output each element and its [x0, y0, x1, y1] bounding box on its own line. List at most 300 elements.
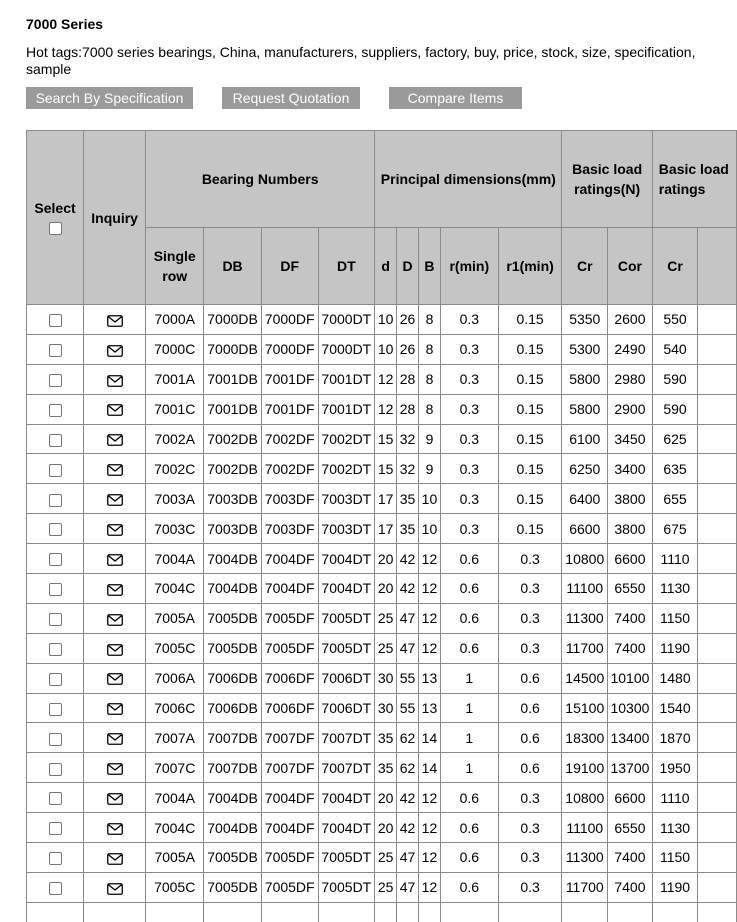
cr2-cell: 1150 [652, 843, 698, 873]
cor-cell: 6600 [608, 783, 653, 813]
cor-cell: 13700 [608, 753, 653, 783]
D-cell: 62 [397, 753, 419, 783]
D-cell: 26 [397, 305, 419, 335]
inquiry-cell [84, 603, 146, 633]
dt-cell: 7006DT [318, 663, 375, 693]
table-row [27, 872, 737, 902]
select-cell [27, 723, 84, 753]
select-cell [27, 364, 84, 394]
cr-cell: 5800 [562, 364, 608, 394]
rmin-cell: 0.3 [440, 305, 498, 335]
envelope-icon[interactable] [107, 644, 123, 656]
r1min-cell: 0.3 [498, 843, 562, 873]
row-select-checkbox[interactable] [49, 404, 62, 417]
d-cell: 15 [375, 454, 397, 484]
request-quotation-button[interactable]: Request Quotation [222, 87, 360, 109]
df-cell: 7006DF [261, 663, 318, 693]
cor-cell: 10300 [608, 693, 653, 723]
df-cell: 7005DF [261, 843, 318, 873]
inquiry-cell [84, 813, 146, 843]
dt-cell: 7001DT [318, 394, 375, 424]
select-cell [27, 753, 84, 783]
df-cell: 7001DF [261, 364, 318, 394]
dt-cell: 7007DT [318, 723, 375, 753]
cr-cell: 5800 [562, 394, 608, 424]
db-cell: 7002DB [204, 454, 262, 484]
table-row [27, 514, 737, 544]
db-header: DB [204, 228, 262, 305]
db-cell: 7004DB [204, 813, 262, 843]
row-select-checkbox[interactable] [49, 553, 62, 566]
filler-cell [562, 902, 608, 922]
cr-cell: 5300 [562, 334, 608, 364]
rmin-cell: 1 [440, 693, 498, 723]
df-cell: 7000DF [261, 305, 318, 335]
D-header: D [397, 228, 419, 305]
db-cell: 7004DB [204, 544, 262, 574]
B-cell: 12 [419, 872, 441, 902]
filler-cell [204, 902, 262, 922]
cr-cell: 5350 [562, 305, 608, 335]
select-cell [27, 484, 84, 514]
filler-cell [608, 902, 653, 922]
cr2-cell: 1480 [652, 663, 698, 693]
db-cell: 7004DB [204, 783, 262, 813]
df-cell: 7007DF [261, 723, 318, 753]
select-cell [27, 843, 84, 873]
cr-cell: 6250 [562, 454, 608, 484]
extra-cell [698, 872, 737, 902]
d-cell: 25 [375, 603, 397, 633]
rmin-cell: 0.3 [440, 334, 498, 364]
r1min-header: r1(min) [498, 228, 562, 305]
rmin-cell: 1 [440, 753, 498, 783]
df-cell: 7000DF [261, 334, 318, 364]
envelope-icon[interactable] [107, 375, 123, 387]
row-select-checkbox[interactable] [49, 852, 62, 865]
db-cell: 7001DB [204, 394, 262, 424]
D-cell: 35 [397, 484, 419, 514]
filler-cell [27, 902, 84, 922]
compare-items-button[interactable]: Compare Items [389, 87, 522, 109]
filler-cell [419, 902, 441, 922]
cor-cell: 3400 [608, 454, 653, 484]
single-row-cell: 7002C [146, 454, 204, 484]
rmin-cell: 0.6 [440, 574, 498, 604]
cor-cell: 7400 [608, 633, 653, 663]
extra-cell [698, 394, 737, 424]
row-select-checkbox[interactable] [49, 314, 62, 327]
envelope-icon[interactable] [107, 823, 123, 835]
table-row [27, 753, 737, 783]
filler-cell [261, 902, 318, 922]
envelope-icon[interactable] [107, 853, 123, 865]
envelope-icon[interactable] [107, 464, 123, 476]
select-cell [27, 663, 84, 693]
cr-cell: 18300 [562, 723, 608, 753]
D-cell: 47 [397, 633, 419, 663]
rmin-cell: 0.3 [440, 454, 498, 484]
df-cell: 7004DF [261, 544, 318, 574]
extra-cell [698, 305, 737, 335]
d-cell: 12 [375, 364, 397, 394]
bearing-table-container [26, 130, 737, 922]
single-row-cell: 7005C [146, 633, 204, 663]
cor-cell: 3800 [608, 514, 653, 544]
select-cell [27, 454, 84, 484]
extra-cell [698, 574, 737, 604]
extra-cell [698, 544, 737, 574]
dt-cell: 7004DT [318, 783, 375, 813]
single-row-cell: 7003A [146, 484, 204, 514]
dt-cell: 7004DT [318, 574, 375, 604]
extra-header [698, 228, 737, 305]
row-select-checkbox[interactable] [49, 613, 62, 626]
cor-cell: 13400 [608, 723, 653, 753]
d-cell: 35 [375, 723, 397, 753]
select-cell [27, 813, 84, 843]
cr2-cell: 1110 [652, 544, 698, 574]
db-cell: 7005DB [204, 872, 262, 902]
cr-cell: 11300 [562, 843, 608, 873]
select-cell [27, 514, 84, 544]
table-filler-row [27, 902, 737, 922]
select-cell [27, 305, 84, 335]
envelope-icon[interactable] [107, 315, 123, 327]
table-row [27, 633, 737, 663]
B-header: B [419, 228, 441, 305]
filler-cell [698, 902, 737, 922]
cr2-cell: 1130 [652, 574, 698, 604]
B-cell: 12 [419, 633, 441, 663]
df-cell: 7005DF [261, 633, 318, 663]
single-row-cell: 7000A [146, 305, 204, 335]
single-row-cell: 7001A [146, 364, 204, 394]
df-cell: 7005DF [261, 872, 318, 902]
table-row [27, 484, 737, 514]
row-select-checkbox[interactable] [49, 733, 62, 746]
db-cell: 7003DB [204, 514, 262, 544]
db-cell: 7000DB [204, 334, 262, 364]
d-cell: 17 [375, 514, 397, 544]
hot-tags: Hot tags:7000 series bearings, China, manufacturers, suppliers, factory, buy, price, stock, size, specification, sample [26, 44, 696, 77]
r1min-cell: 0.6 [498, 723, 562, 753]
dt-cell: 7004DT [318, 813, 375, 843]
rmin-cell: 0.6 [440, 843, 498, 873]
extra-cell [698, 813, 737, 843]
select-all-checkbox[interactable] [49, 222, 62, 235]
r1min-cell: 0.6 [498, 663, 562, 693]
db-cell: 7005DB [204, 633, 262, 663]
cr2-cell: 590 [652, 364, 698, 394]
cr2-cell: 1150 [652, 603, 698, 633]
row-select-checkbox[interactable] [49, 882, 62, 895]
table-row [27, 723, 737, 753]
cr2-cell: 1190 [652, 872, 698, 902]
inquiry-cell [84, 544, 146, 574]
d-cell: 10 [375, 334, 397, 364]
table-row [27, 305, 737, 335]
dt-cell: 7000DT [318, 305, 375, 335]
r1min-cell: 0.15 [498, 305, 562, 335]
single-row-cell: 7004A [146, 783, 204, 813]
envelope-icon[interactable] [107, 404, 123, 416]
select-cell [27, 574, 84, 604]
d-cell: 25 [375, 872, 397, 902]
envelope-icon[interactable] [107, 763, 123, 775]
df-cell: 7004DF [261, 813, 318, 843]
r1min-cell: 0.15 [498, 454, 562, 484]
bearing-numbers-header: Bearing Numbers [146, 131, 375, 228]
B-cell: 13 [419, 693, 441, 723]
envelope-icon[interactable] [107, 554, 123, 566]
cor-cell: 7400 [608, 603, 653, 633]
envelope-icon[interactable] [107, 793, 123, 805]
rmin-cell: 0.6 [440, 633, 498, 663]
B-cell: 12 [419, 603, 441, 633]
inquiry-cell [84, 693, 146, 723]
df-cell: 7002DF [261, 424, 318, 454]
filler-cell [440, 902, 498, 922]
cor-cell: 6550 [608, 813, 653, 843]
table-row [27, 454, 737, 484]
B-cell: 13 [419, 663, 441, 693]
row-select-checkbox[interactable] [49, 464, 62, 477]
dt-cell: 7005DT [318, 603, 375, 633]
inquiry-cell [84, 633, 146, 663]
r1min-cell: 0.3 [498, 544, 562, 574]
inquiry-cell [84, 454, 146, 484]
B-cell: 12 [419, 783, 441, 813]
B-cell: 14 [419, 723, 441, 753]
cor-header: Cor [608, 228, 653, 305]
d-cell: 20 [375, 574, 397, 604]
row-select-checkbox[interactable] [49, 763, 62, 776]
table-row [27, 843, 737, 873]
dt-cell: 7001DT [318, 364, 375, 394]
cr-cell: 6400 [562, 484, 608, 514]
principal-dimensions-header: Principal dimensions(mm) [375, 131, 562, 228]
cor-cell: 10100 [608, 663, 653, 693]
dt-cell: 7005DT [318, 872, 375, 902]
extra-cell [698, 633, 737, 663]
d-cell: 25 [375, 843, 397, 873]
cor-cell: 7400 [608, 872, 653, 902]
df-cell: 7004DF [261, 783, 318, 813]
r1min-cell: 0.15 [498, 394, 562, 424]
extra-cell [698, 334, 737, 364]
inquiry-cell [84, 334, 146, 364]
select-cell [27, 693, 84, 723]
envelope-icon[interactable] [107, 345, 123, 357]
cr-cell: 11100 [562, 574, 608, 604]
extra-cell [698, 603, 737, 633]
D-cell: 32 [397, 424, 419, 454]
extra-cell [698, 723, 737, 753]
filler-cell [318, 902, 375, 922]
inquiry-cell [84, 424, 146, 454]
cr-cell: 19100 [562, 753, 608, 783]
r1min-cell: 0.3 [498, 872, 562, 902]
envelope-icon[interactable] [107, 614, 123, 626]
db-cell: 7006DB [204, 693, 262, 723]
rmin-cell: 0.6 [440, 783, 498, 813]
dt-cell: 7000DT [318, 334, 375, 364]
single-row-cell: 7004A [146, 544, 204, 574]
row-select-checkbox[interactable] [49, 822, 62, 835]
rmin-cell: 0.6 [440, 872, 498, 902]
D-cell: 47 [397, 603, 419, 633]
cr2-cell: 675 [652, 514, 698, 544]
cr2-cell: 1130 [652, 813, 698, 843]
row-select-checkbox[interactable] [49, 643, 62, 656]
envelope-icon[interactable] [107, 584, 123, 596]
envelope-icon[interactable] [107, 434, 123, 446]
cr2-cell: 1870 [652, 723, 698, 753]
D-cell: 42 [397, 813, 419, 843]
df-header: DF [261, 228, 318, 305]
envelope-icon[interactable] [107, 673, 123, 685]
cr2-cell: 625 [652, 424, 698, 454]
B-cell: 8 [419, 394, 441, 424]
D-cell: 62 [397, 723, 419, 753]
B-cell: 12 [419, 574, 441, 604]
dt-cell: 7002DT [318, 424, 375, 454]
filler-cell [375, 902, 397, 922]
d-cell: 20 [375, 783, 397, 813]
select-cell [27, 872, 84, 902]
db-cell: 7007DB [204, 723, 262, 753]
extra-cell [698, 843, 737, 873]
df-cell: 7004DF [261, 574, 318, 604]
inquiry-cell [84, 843, 146, 873]
row-select-checkbox[interactable] [49, 792, 62, 805]
r1min-cell: 0.3 [498, 813, 562, 843]
row-select-checkbox[interactable] [49, 523, 62, 536]
r1min-cell: 0.15 [498, 514, 562, 544]
single-row-cell: 7001C [146, 394, 204, 424]
inquiry-cell [84, 514, 146, 544]
cr-cell: 6100 [562, 424, 608, 454]
cr-cell: 15100 [562, 693, 608, 723]
rmin-cell: 0.6 [440, 544, 498, 574]
rmin-cell: 0.3 [440, 394, 498, 424]
filler-cell [146, 902, 204, 922]
dt-header: DT [318, 228, 375, 305]
single-row-cell: 7005C [146, 872, 204, 902]
select-header-label: Select [34, 199, 76, 216]
filler-cell [84, 902, 146, 922]
cr2-cell: 655 [652, 484, 698, 514]
row-select-checkbox[interactable] [49, 583, 62, 596]
df-cell: 7006DF [261, 693, 318, 723]
inquiry-header: Inquiry [84, 131, 146, 305]
extra-cell [698, 514, 737, 544]
db-cell: 7003DB [204, 484, 262, 514]
envelope-icon[interactable] [107, 703, 123, 715]
rmin-cell: 1 [440, 663, 498, 693]
envelope-icon[interactable] [107, 733, 123, 745]
dt-cell: 7003DT [318, 514, 375, 544]
rmin-cell: 0.3 [440, 484, 498, 514]
extra-cell [698, 753, 737, 783]
cor-cell: 2900 [608, 394, 653, 424]
dt-cell: 7004DT [318, 544, 375, 574]
cr-cell: 14500 [562, 663, 608, 693]
table-row [27, 424, 737, 454]
filler-cell [652, 902, 698, 922]
envelope-icon[interactable] [107, 524, 123, 536]
cr2-cell: 1540 [652, 693, 698, 723]
table-row [27, 693, 737, 723]
B-cell: 12 [419, 813, 441, 843]
cr-cell: 11700 [562, 872, 608, 902]
r1min-cell: 0.3 [498, 633, 562, 663]
row-select-checkbox[interactable] [49, 344, 62, 357]
B-cell: 10 [419, 484, 441, 514]
B-cell: 9 [419, 454, 441, 484]
row-select-checkbox[interactable] [49, 673, 62, 686]
d-cell: 30 [375, 663, 397, 693]
dt-cell: 7002DT [318, 454, 375, 484]
df-cell: 7001DF [261, 394, 318, 424]
envelope-icon[interactable] [107, 883, 123, 895]
df-cell: 7005DF [261, 603, 318, 633]
cr2-cell: 1190 [652, 633, 698, 663]
D-cell: 26 [397, 334, 419, 364]
table-row [27, 813, 737, 843]
cor-cell: 7400 [608, 843, 653, 873]
table-row [27, 603, 737, 633]
row-select-checkbox[interactable] [49, 494, 62, 507]
d-cell: 20 [375, 813, 397, 843]
row-select-checkbox[interactable] [49, 703, 62, 716]
d-cell: 35 [375, 753, 397, 783]
rmin-cell: 0.6 [440, 813, 498, 843]
rmin-cell: 0.6 [440, 603, 498, 633]
r1min-cell: 0.15 [498, 424, 562, 454]
inquiry-cell [84, 663, 146, 693]
select-cell [27, 394, 84, 424]
table-row [27, 544, 737, 574]
db-cell: 7005DB [204, 603, 262, 633]
search-by-specification-button[interactable]: Search By Specification [26, 87, 193, 109]
row-select-checkbox[interactable] [49, 434, 62, 447]
envelope-icon[interactable] [107, 494, 123, 506]
D-cell: 32 [397, 454, 419, 484]
cor-cell: 2490 [608, 334, 653, 364]
table-row [27, 574, 737, 604]
r1min-cell: 0.3 [498, 783, 562, 813]
bearing-table-body [27, 305, 737, 922]
D-cell: 55 [397, 663, 419, 693]
extra-cell [698, 783, 737, 813]
single-row-cell: 7007A [146, 723, 204, 753]
dt-cell: 7003DT [318, 484, 375, 514]
basic-load-ratings-header-2: Basic load ratings [652, 131, 736, 228]
single-row-cell: 7004C [146, 574, 204, 604]
B-cell: 8 [419, 334, 441, 364]
cr-cell: 6600 [562, 514, 608, 544]
extra-cell [698, 454, 737, 484]
select-cell [27, 424, 84, 454]
d-cell: 30 [375, 693, 397, 723]
extra-cell [698, 663, 737, 693]
extra-cell [698, 484, 737, 514]
db-cell: 7002DB [204, 424, 262, 454]
row-select-checkbox[interactable] [49, 374, 62, 387]
df-cell: 7003DF [261, 514, 318, 544]
